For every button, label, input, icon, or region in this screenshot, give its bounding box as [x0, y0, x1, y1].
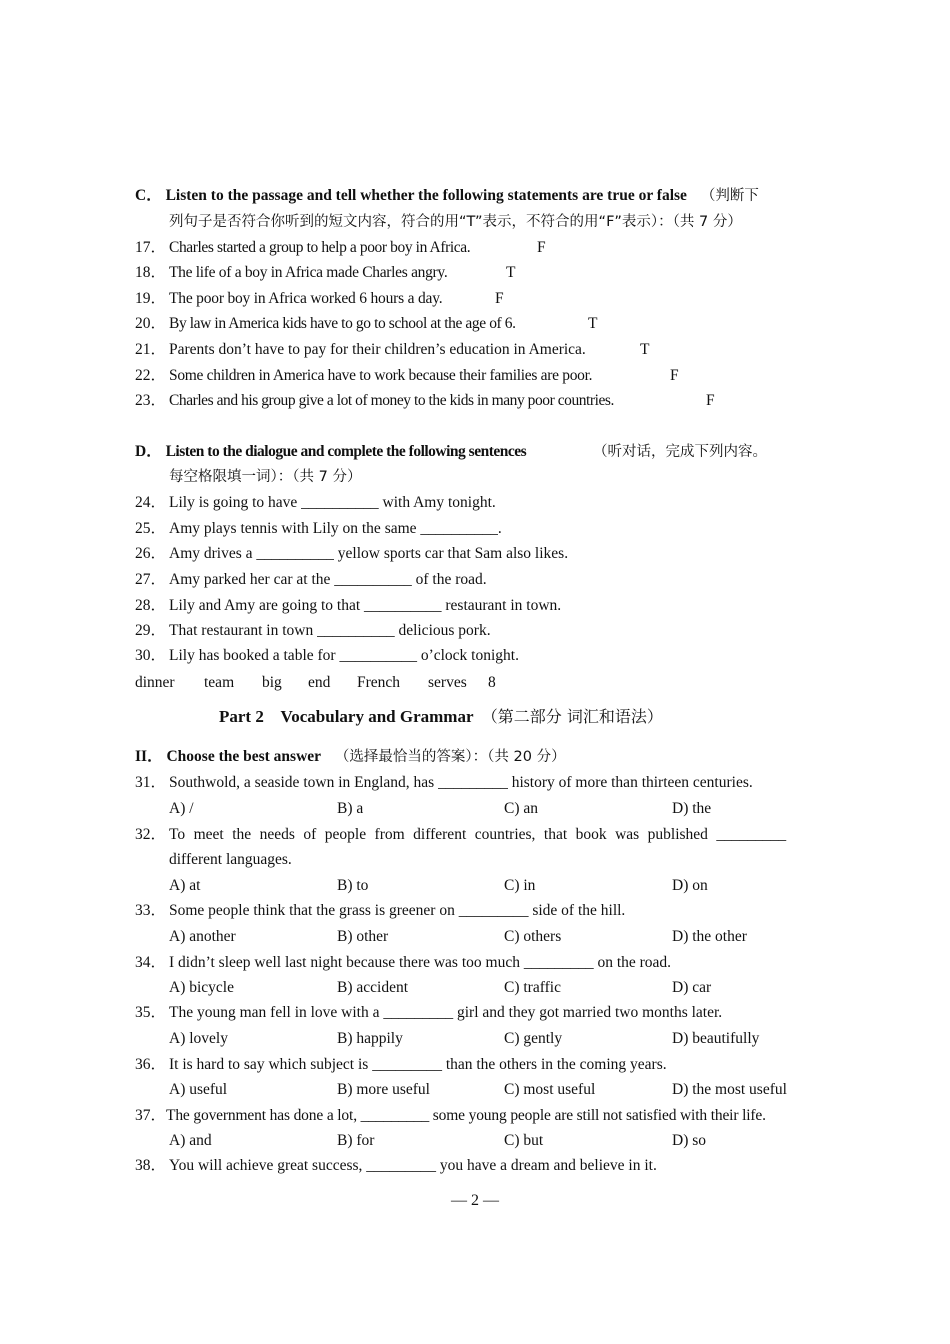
- section-d-cn-2: 每空格限填一词）：（共 7 分）: [169, 469, 362, 485]
- option-d: D) the most useful: [672, 1081, 787, 1098]
- option-c: C) gently: [504, 1030, 563, 1047]
- answer-mark: F: [706, 392, 715, 409]
- answer-mark: F: [537, 239, 546, 256]
- section-c-heading: C． Listen to the passage and tell whether the following statements are true or false （判断下: [135, 187, 759, 204]
- section-ii-label: II: [135, 748, 148, 765]
- option-a: A) /: [169, 800, 194, 817]
- question-continued: different languages.: [169, 851, 292, 868]
- answer-mark: F: [495, 290, 504, 307]
- option-a: A) useful: [169, 1081, 228, 1098]
- answer-word: team: [204, 674, 235, 691]
- option-c: C) traffic: [504, 979, 561, 996]
- answer-mark: T: [640, 341, 650, 358]
- option-b: B) to: [337, 877, 369, 894]
- section-c-cn-2: 列句子是否符合你听到的短文内容，符合的用“T”表示，不符合的用“F”表示）：（共 7 分）: [169, 214, 742, 230]
- option-b: B) accident: [337, 979, 409, 996]
- section-d-heading: D． Listen to the dialogue and complete the following sentences: [135, 443, 527, 460]
- section-ii-heading: II． Choose the best answer （选择最恰当的答案）：（共 20 分）: [135, 748, 566, 765]
- option-b: B) more useful: [337, 1081, 430, 1098]
- page-number: — 2 —: [451, 1192, 499, 1209]
- section-c-letter: C: [135, 187, 147, 204]
- answer-word: serves: [428, 674, 467, 691]
- answer-word: 8: [488, 674, 496, 691]
- option-d: D) the other: [672, 928, 747, 945]
- part-2-heading: [219, 707, 663, 727]
- section-ii-title: Choose the best answer: [166, 748, 322, 765]
- option-c: C) others: [504, 928, 562, 945]
- option-c: C) an: [504, 800, 539, 817]
- answer-mark: F: [670, 367, 679, 384]
- answer-word: French: [357, 674, 401, 691]
- section-ii-cn: （选择最恰当的答案）：（共 20 分）: [334, 749, 566, 765]
- option-a: A) at: [169, 877, 201, 894]
- option-c: C) but: [504, 1132, 544, 1149]
- option-a: A) bicycle: [169, 979, 234, 996]
- answer-mark: T: [588, 315, 598, 332]
- option-d: D) on: [672, 877, 708, 894]
- section-d-cn-1: （听对话，完成下列内容。: [593, 444, 767, 460]
- option-c: C) most useful: [504, 1081, 596, 1098]
- option-a: A) another: [169, 928, 236, 945]
- part-2-cn: （第二部分 词汇和语法）: [481, 707, 663, 726]
- answer-word: dinner: [135, 674, 175, 691]
- option-d: D) beautifully: [672, 1030, 760, 1047]
- option-b: B) a: [337, 800, 364, 817]
- section-d-title: Listen to the dialogue and complete the following sentences: [165, 443, 527, 460]
- answer-word: big: [262, 674, 282, 691]
- option-d: D) car: [672, 979, 712, 996]
- option-b: B) for: [337, 1132, 375, 1149]
- option-c: C) in: [504, 877, 536, 894]
- option-b: B) happily: [337, 1030, 403, 1047]
- exam-page: C． Listen to the passage and tell whether the following statements are true or false （判断下 列句子是否符合你听到的短文内容，符合的用“T”表示，不符合的用“F”表示）：（共 7 分） 17． Charles started a group to help a poor boy in Africa. F 18． The life of a boy in Africa made Charles angry. T 19． The poor boy in Africa worked 6 hours a day. F 20． By law in America kids have to go to school at the age of 6. T 21． Parents don’t have to pay for their children’s education in America. T 22． Some children in America have to work because their families are poor. F 23． Charles and his group give a lot of money to the kids in many poor countries. F D． Listen to the dialogue and complete the following sentences （听对话，完成下列内容。 每空格限填一词）：（共 7 分） 24． Lily is going to have __________ with Amy tonight. 25． Amy plays tennis with Lily on the same __________. 26． Amy drives a __________ yellow sports car that Sam also likes. 27． Amy parked her car at the __________ of the road. 28． Lily and Amy are going to that __________ restaurant in town. 29． That restaurant in town __________ delicious pork. 30． Lily has booked a table for __________ o’clock tonight. dinner team big end French serves 8 Part 2 Vocabulary and Grammar （第二部分 词汇和语法） II． Choose the best answer （选择最恰当的答案）：（共 20 分） 31． Southwold, a seaside town in England, has _________ history of more than thirteen centuries. A) / B) a C) an D) the 32． To meet the needs of people from different countries, that book was published _________ different languages. A) at B) to C) in D) on 33． Some people think that the grass is greener on _________ side of the hill. A) another B) other C) others D) the other 34． I didn’t sleep well last night because there was too much _________ on the road. A) bicycle B) accident C) traffic D) car 35． The young man fell in love with a _________ girl and they got married two months later. A) lovely B) happily C) gently D) beautifully 36． It is hard to say which subject is _________ than the others in the coming years. A) useful B) more useful C) most useful D) the most useful 37． The government has done a lot, _________ some young people are still not satisfied with their life. A) and B) for C) but D) so 38． You will achieve great success, _________ you have a dream and believe in it. — 2 —: [0, 0, 950, 1344]
- section-c-title: Listen to the passage and tell whether the following statements are true or false: [165, 187, 687, 204]
- option-a: A) and: [169, 1132, 212, 1149]
- answer-mark: T: [506, 264, 516, 281]
- section-d-letter: D: [135, 443, 147, 460]
- option-b: B) other: [337, 928, 389, 945]
- answer-word: end: [308, 674, 331, 691]
- option-a: A) lovely: [169, 1030, 228, 1047]
- section-c-cn-1: （判断下: [700, 188, 759, 204]
- option-d: D) the: [672, 800, 712, 817]
- option-d: D) so: [672, 1132, 707, 1149]
- part-2-title: Part 2 Vocabulary and Grammar: [219, 707, 474, 726]
